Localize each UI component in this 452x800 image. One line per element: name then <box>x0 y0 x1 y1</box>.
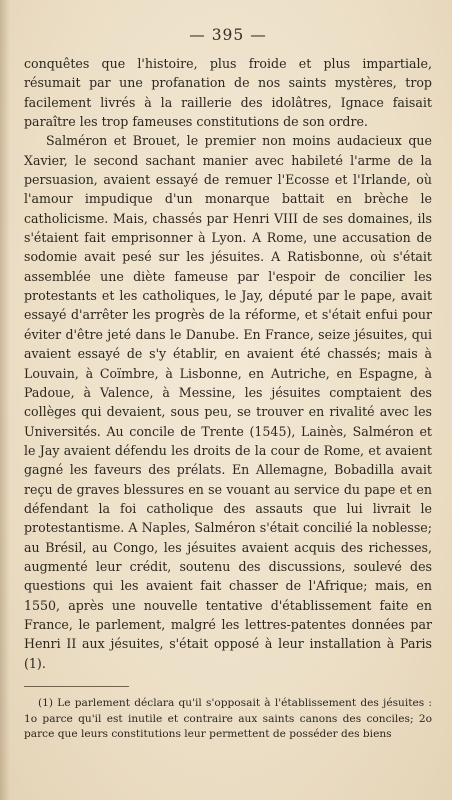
page-edge-shadow <box>0 0 10 800</box>
footnote-divider <box>24 686 129 687</box>
main-text <box>24 54 432 673</box>
paragraph-salmeron-brouet: Salméron et Brouet, le premier non moins audacieux que Xavier, le second sachant manier avec habileté l'arme de la persuasion, avaient essayé de remuer l'Ecosse et l'Irlande, où l'amour impudique d'un monarque battait en brèche le catholicisme. Mais, chassés par Henri VIII de ses domaines, ils s'étaient fait emprisonner à Lyon. A Rome, une accusation de sodomie avait pesé sur les jésuites. A Ratisbonne, où s'était assemblée une diète fameuse par l'espoir de concilier les protestants et les catholiques, le Jay, député par le pape, avait essayé d'arrêter les progrès de la réforme, et s'était enfui pour éviter d'être jeté dans le Danube. En France, seize jésuites, qui avaient essayé de s'y établir, en avaient été chassés; mais à Louvain, à Coïmbre, à Lisbonne, en Autriche, en Espagne, à Padoue, à Valence, à Messine, les jésuites comptaient des collèges qui devaient, sous peu, se trouver en rivalité avec les Universités. Au concile de Trente (1545), Lainès, Salméron et le Jay avaient défendu les droits de la cour de Rome, et avaient gagné les faveurs des prélats. En Allemagne, Bobadilla avait reçu de graves blessures en se vouant au service du pape et en défendant la foi catholique des assauts que lui livrait le protestantisme. A Naples, Salméron s'était concilié la noblesse; au Brésil, au Congo, les jésuites avaient acquis des richesses, augmenté leur crédit, soutenu des discussions, soulevé des questions qui les avaient fait chasser de l'Afrique; mais, en 1550, après une nouvelle tentative d'établissement faite en France, le parlement, malgré les lettres-patentes données par Henri II aux jésuites, s'était opposé à leur installation à Paris (1). <box>24 133 432 671</box>
page-number: — 395 — <box>189 26 267 44</box>
paragraph-continuation: conquêtes que l'histoire, plus froide et plus impartiale, résumait par une profanation de nos saints mystères, trop facilement livrés à la raillerie des idolâtres, Ignace faisait paraître les trop fameuses constitutions de son ordre. <box>24 56 432 130</box>
footnote: (1) Le parlement déclara qu'il s'opposait à l'établissement des jésuites : 1o parce qu'il est inutile et contraire aux saints canons des conciles; 2o parce que leurs constitutions leur permettent de posséder des biens <box>24 697 432 740</box>
book-page <box>24 26 432 743</box>
